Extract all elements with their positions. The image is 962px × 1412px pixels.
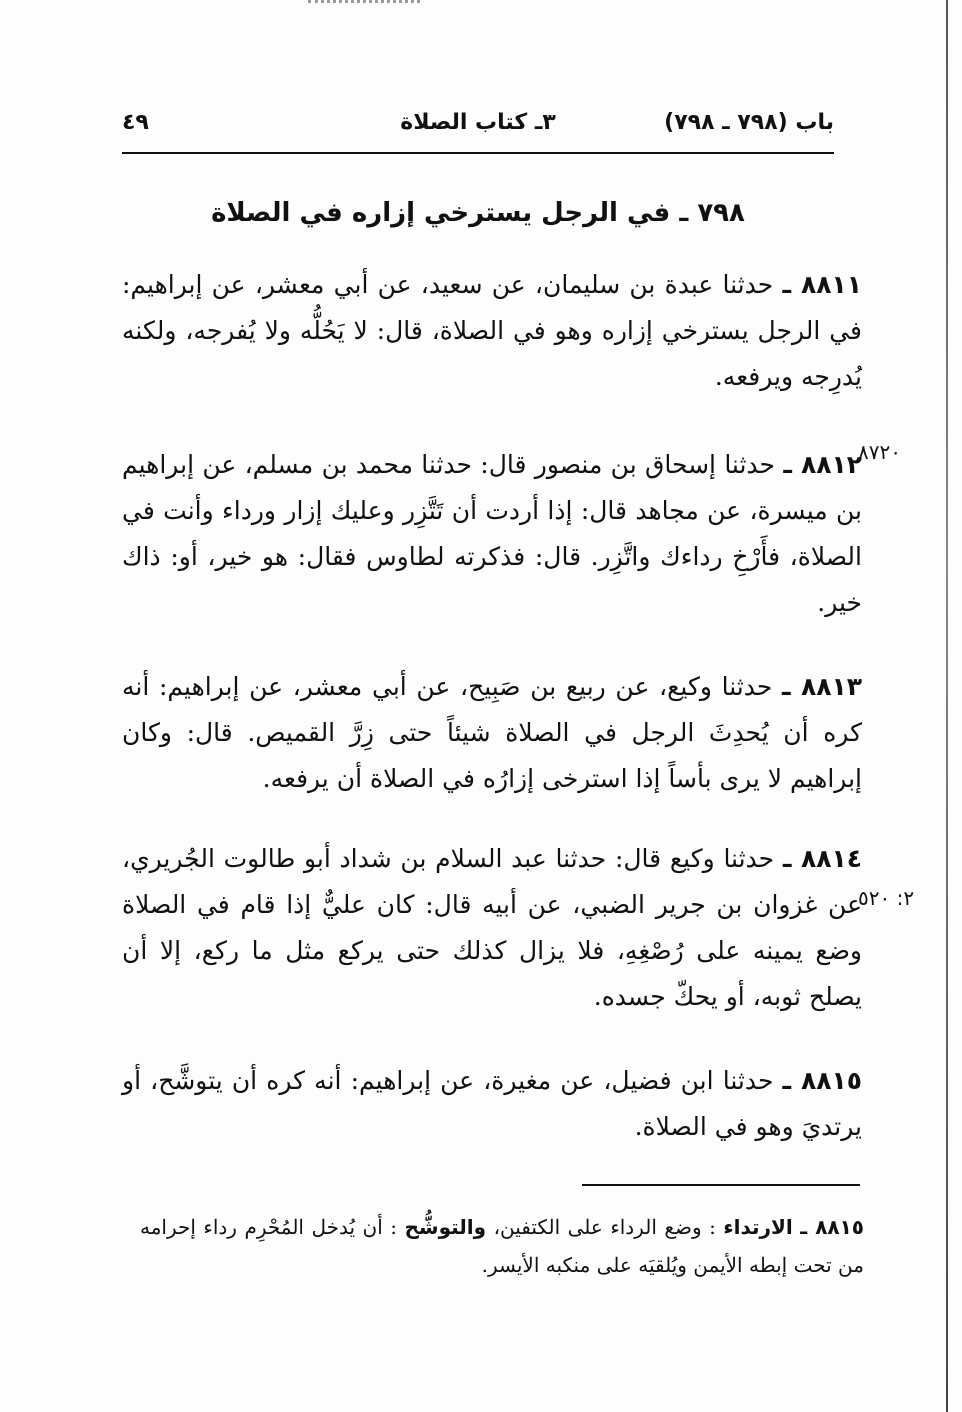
entry-text: حدثنا عبدة بن سليمان، عن سعيد، عن أبي معشر، عن إبراهيم: في الرجل يسترخي إزاره وهو في الصلاة، قال: لا يَحُلُّه ولا يُفرجه، ولكنه يُدرِجه ويرفعه. — [122, 270, 862, 391]
hadith-entry — [122, 1058, 862, 1150]
entry-text: حدثنا إسحاق بن منصور قال: حدثنا محمد بن مسلم، عن إبراهيم بن ميسرة، عن مجاهد قال: إذا أردت أن تَتَّزِر وعليك إزار ورداء وأنت في الصلاة، فأَرْخِ رداءك واتَّزِر. قال: فذكرته لطاوس فقال: هو خير، أو: ذاك خير. — [122, 450, 862, 617]
hadith-entry — [122, 442, 862, 626]
entry-text: حدثنا وكيع قال: حدثنا عبد السلام بن شداد أبو طالوت الجُريري، عن غزوان بن جرير الضبي، عن أبيه قال: كان عليٌّ إذا قام في الصلاة وضع يمينه على رُصْغِهِ، فلا يزال كذلك حتى يركع مثل ما ركع، إلا أن يصلح ثوبه، أو يحكّ جسده. — [122, 844, 862, 1011]
footnote-term: والتوشُّح — [404, 1215, 487, 1239]
entry-number: ٨٨١٥ ـ — [782, 1066, 862, 1095]
chapter-title: ٧٩٨ ـ في الرجل يسترخي إزاره في الصلاة — [211, 198, 745, 228]
header-chapter-ref: باب (٧٩٨ ـ ٧٩٨) — [664, 110, 834, 135]
footnote-text: : وضع الرداء على الكتفين، — [493, 1215, 716, 1239]
entry-text: حدثنا وكيع، عن ربيع بن صَبِيح، عن أبي معشر، عن إبراهيم: أنه كره أن يُحدِثَ الرجل في الصلاة شيئاً حتى زِرَّ القميص. قال: وكان إبراهيم لا يرى بأساً إذا استرخى إزارُه في الصلاة أن يرفعه. — [122, 672, 862, 793]
margin-cross-reference: ٢: ٥٢٠ — [858, 886, 915, 910]
footnote-rule — [582, 1184, 860, 1186]
footnote-term: الارتداء — [723, 1215, 793, 1239]
entry-number: ٨٨١٣ ـ — [781, 672, 862, 701]
page-edge-line — [946, 0, 948, 1412]
entry-number: ٨٨١٢ ـ — [783, 450, 862, 479]
header-book-title: ٣ـ كتاب الصلاة — [400, 110, 556, 135]
top-edge-dots — [308, 0, 420, 7]
header-rule — [122, 152, 834, 154]
footnote-text: : أن يُدخل المُحْرِم رداء إحرامه من تحت إبطه الأيمن ويُلقيَه على منكبه الأيسر. — [140, 1215, 864, 1277]
hadith-entry — [122, 836, 862, 1020]
hadith-entry — [122, 262, 862, 400]
entry-number: ٨٨١٤ ـ — [782, 844, 863, 873]
running-header — [122, 110, 834, 150]
hadith-entry — [122, 664, 862, 802]
entry-text: حدثنا ابن فضيل، عن مغيرة، عن إبراهيم: أنه كره أن يتوشَّح، أو يرتديَ وهو في الصلاة. — [122, 1066, 862, 1141]
footnote-number: ٨٨١٥ ـ — [800, 1215, 865, 1239]
margin-cross-reference: ٨٧٢٠ — [858, 440, 901, 464]
footnote — [140, 1208, 864, 1284]
entry-number: ٨٨١١ ـ — [782, 270, 863, 299]
page-number: ٤٩ — [122, 110, 149, 135]
